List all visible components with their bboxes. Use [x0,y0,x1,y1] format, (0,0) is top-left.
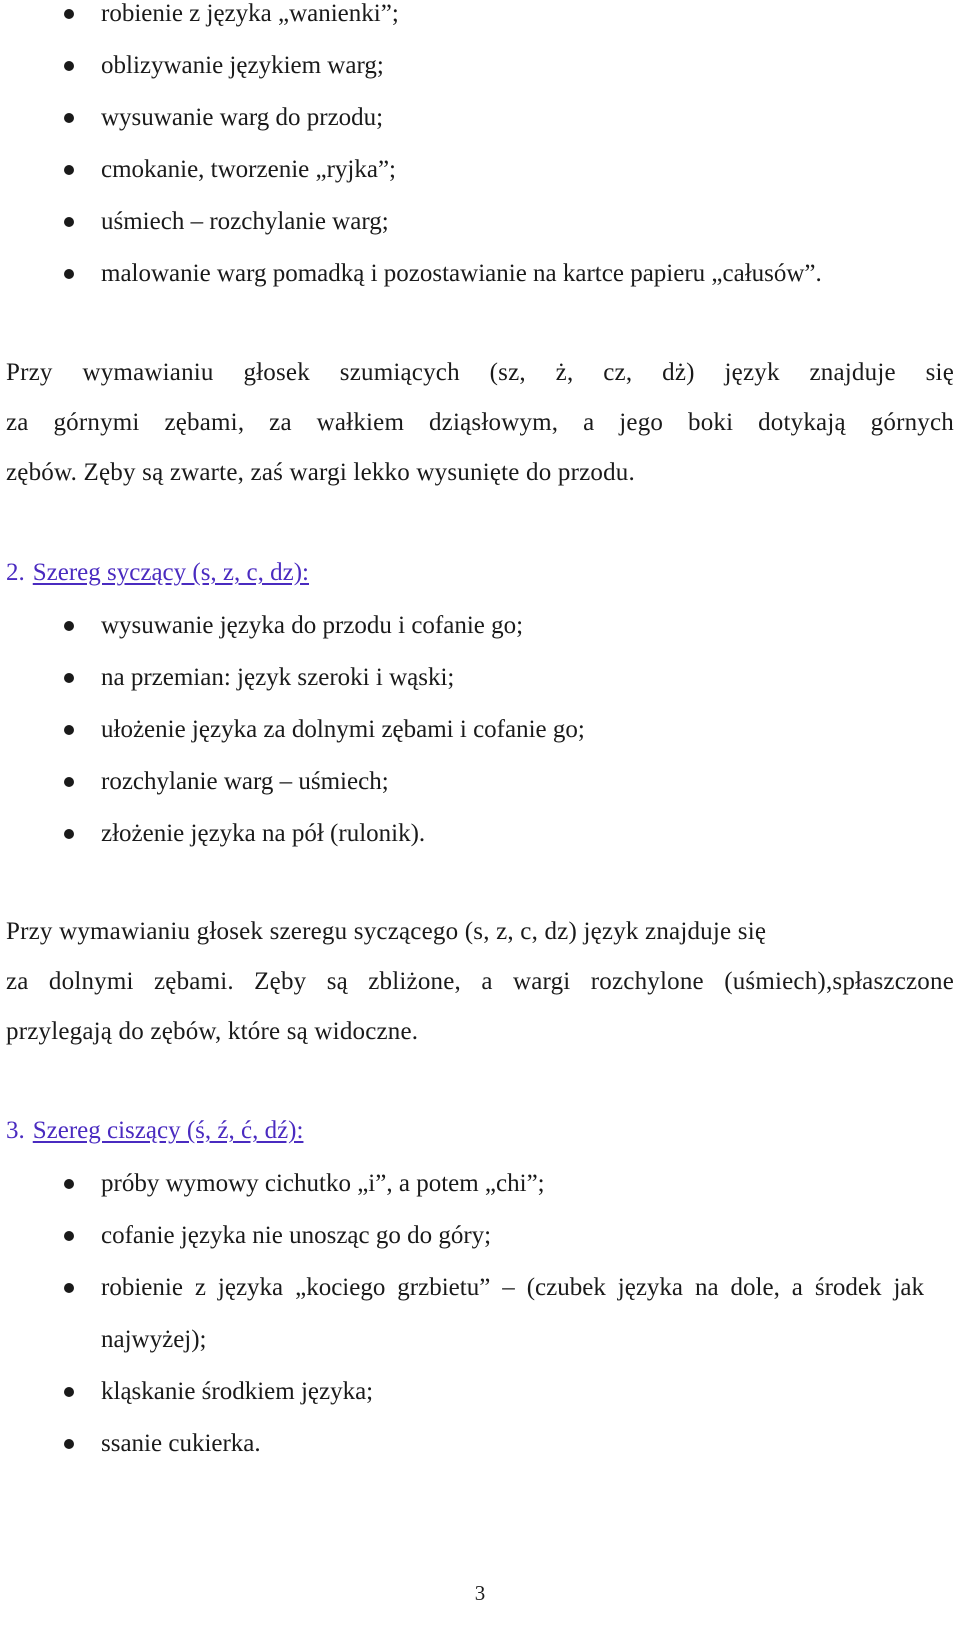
list-item-text: na przemian: język szeroki i wąski; [101,664,455,691]
bullet-icon [64,673,74,683]
bullet-icon [64,1283,74,1293]
list-item [0,1366,960,1418]
list-item-text: wysuwanie warg do przodu; [101,104,384,131]
list-item [0,600,960,652]
bullet-list-top [0,0,960,300]
bullet-icon [64,1439,74,1449]
bullet-icon [64,777,74,787]
bullet-icon [64,829,74,839]
section-number: 3. [6,1117,25,1144]
bullet-list-syczace [0,600,960,860]
paragraph-line: zębów. Zęby są zwarte, zaś wargi lekko wysunięte do przodu. [6,459,635,486]
list-item [0,40,960,92]
list-item-text: oblizywanie językiem warg; [101,52,384,79]
list-item [0,248,960,300]
bullet-icon [64,217,74,227]
paragraph-line: Przy wymawianiu głosek szumiących (sz, ż, cz, dż) język znajduje się [6,359,954,386]
list-item [0,704,960,756]
list-item [0,808,960,860]
paragraph-szumiace [6,348,954,498]
paragraph-line: za dolnymi zębami. Zęby są zbliżone, a wargi rozchylone (uśmiech),spłaszczone [6,968,954,995]
section-title: Szereg syczący (s, z, c, dz): [32,559,309,586]
list-item [0,652,960,704]
bullet-icon [64,1179,74,1189]
bullet-list-ciszace [0,1158,960,1470]
bullet-icon [64,61,74,71]
list-item-text: kląskanie środkiem języka; [101,1378,374,1405]
list-item-text: malowanie warg pomadką i pozostawianie na kartce papieru „całusów”. [101,260,822,287]
bullet-icon [64,1387,74,1397]
list-item-text: ssanie cukierka. [101,1430,261,1457]
list-item-text: rozchylanie warg – uśmiech; [101,768,389,795]
bullet-icon [64,165,74,175]
bullet-icon [64,269,74,279]
list-item-text: złożenie języka na pół (rulonik). [101,820,426,847]
list-item-text: wysuwanie języka do przodu i cofanie go; [101,612,524,639]
paragraph-syczace [6,907,954,1057]
list-item [0,756,960,808]
bullet-icon [64,725,74,735]
paragraph-line: przylegają do zębów, które są widoczne. [6,1018,419,1045]
list-item [0,1210,960,1262]
section-heading-syczace [6,548,309,598]
list-item [0,1418,960,1470]
list-item-text: cofanie języka nie unosząc go do góry; [101,1222,492,1249]
bullet-icon [64,1231,74,1241]
section-number: 2. [6,559,25,586]
bullet-icon [64,9,74,19]
list-item [0,144,960,196]
page-number: 3 [474,1581,486,1605]
list-item [0,196,960,248]
paragraph-line: za górnymi zębami, za wałkiem dziąsłowym, a jego boki dotykają górnych [6,409,954,436]
bullet-icon [64,621,74,631]
section-title: Szereg ciszący (ś, ź, ć, dź): [32,1117,304,1144]
paragraph-line: Przy wymawianiu głosek szeregu syczącego (s, z, c, dz) język znajduje się [6,918,767,945]
bullet-icon [64,113,74,123]
list-item [0,92,960,144]
list-item [0,0,960,40]
list-item-text: ułożenie języka za dolnymi zębami i cofanie go; [101,716,585,743]
list-item-text: robienie z języka „wanienki”; [101,0,399,27]
section-heading-ciszace [6,1106,303,1156]
list-item [0,1262,960,1366]
list-item-text: uśmiech – rozchylanie warg; [101,208,389,235]
list-item-text: robienie z języka „kociego grzbietu” – (czubek języka na dole, a środek jak najwyżej); [101,1274,924,1353]
list-item-text: próby wymowy cichutko „i”, a potem „chi”; [101,1170,545,1197]
list-item [0,1158,960,1210]
list-item-text: cmokanie, tworzenie „ryjka”; [101,156,396,183]
